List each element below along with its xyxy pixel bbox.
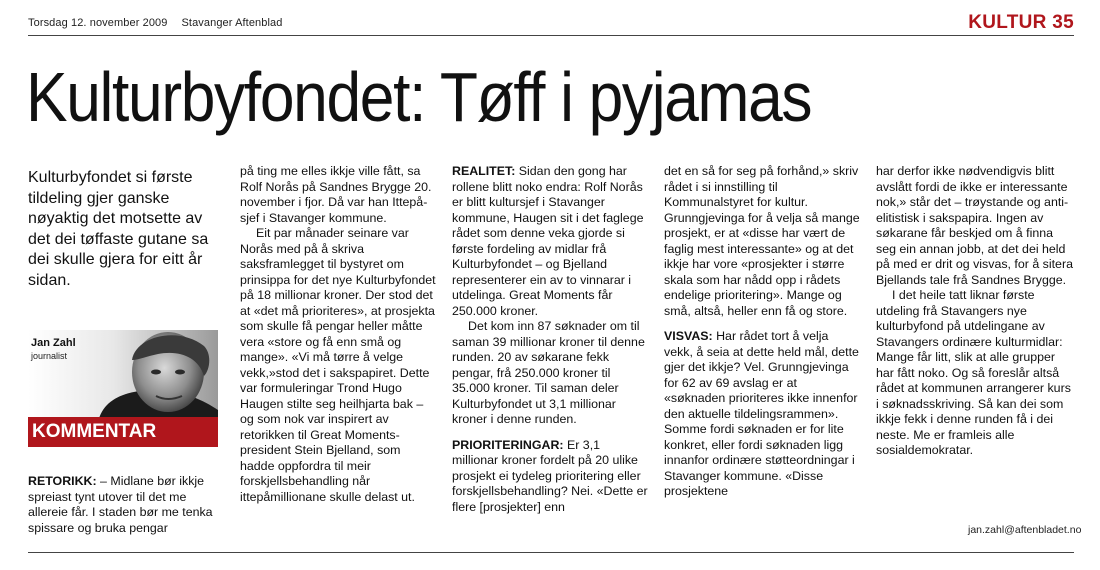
column-1-body <box>28 474 228 536</box>
section-page-label: KULTUR 35 <box>968 12 1074 33</box>
ingress: Kulturbyfondet si første tildeling gjer ganske nøyaktig det motsette av det dei tøffaste gutane sa dei skulle gjera for eitt år sidan. <box>28 169 209 289</box>
col2-paragraph: på ting me elles ikkje ville fått, sa Rolf Norås på Sandnes Brygge 20. november i fjor. Då var han Ittepå-sjef i Stavanger kommune. <box>240 164 432 225</box>
col4-paragraph <box>664 329 860 500</box>
col5-paragraph: I det heile tatt liknar første utdeling frå Stavangers nye kulturbyfond på utdelingane av Stavangers ordinære kulturmidlar: Mange får litt, slik at alle grupper har fått noko. Og så foreslår altså rådet at kommunen arrangerer kurs i søknadsskriving. Så kan dei som ikkje fekk i denne runden få i dei neste. Me er framleis alle sosialdemokratar. <box>876 288 1071 457</box>
newspaper-name: Stavanger Aftenblad <box>181 17 283 29</box>
visvas-text: Har rådet tort å velja vekk, å seia at dette held mål, dette gjer det ikkje? Vel. Grunngjevinga for 62 av 69 avslag er at «søknaden prioriteres ikke innenfor den aktuelle tildelingsrammen». Somme fordi søknaden er for lite konkret, eller fordi søknaden ligg innanfor ordinære støtteordningar i Stavanger kommune. «Disse prosjektene <box>664 329 859 498</box>
dateline <box>28 17 282 29</box>
realitet-lead: REALITET: <box>452 164 516 178</box>
author-name: Jan Zahl <box>31 337 76 349</box>
bottom-divider <box>28 552 1074 553</box>
kommentar-label: KOMMENTAR <box>28 417 218 447</box>
visvas-lead: VISVAS: <box>664 329 713 343</box>
col4-paragraph: det en så for seg på forhånd,» skriv rådet i si innstilling til Kommunalstyret for kultur. Grunngjevinga for å velja så mange prosjekt, er at «disse har vært de faglig mest interessante» og at det ikkje har vore «prosjekter i større skala som har nådd opp i rådets endelige prioritering». Mange og små, altså, heller enn få og store. <box>664 164 860 318</box>
realitet-text: Sidan den gong har rollene blitt noko endra: Rolf Norås er blitt kultursjef i Stavanger kommune, Haugen sit i det faglege rådet som denne veka gjorde si første fordeling av midlar frå Kulturbyfondet – og Bjelland representerer ein av to vinnarar i utdelinga. Great Moments får 250.000 kroner. <box>452 164 644 318</box>
retorikk-text: – Midlane bør ikkje spreiast tynt utover til det me allereie får. I staden bør me tenka spissare og bruka pengar <box>28 474 213 535</box>
issue-date: Torsdag 12. november 2009 <box>28 17 168 29</box>
headline: Kulturbyfondet: Tøff i pyjamas <box>26 58 812 136</box>
column-4 <box>664 164 860 500</box>
author-email: jan.zahl@aftenbladet.no <box>968 524 1082 536</box>
prioriteringar-text: Er 3,1 millionar kroner fordelt på 20 ulike prosjekt ei tydeleg prioritering eller forskjellsbehandling? Nei. «Dette er flere [prosjekter] enn <box>452 437 648 514</box>
col3-paragraph: Det kom inn 87 søknader om til saman 39 millionar kroner til denne runden. 20 av søkarane fekk pengar, frå 250.000 kroner til 35.000 kroner. Til saman deler Kulturbyfondet ut 3,1 millionar kroner i denne runden. <box>452 319 645 426</box>
page-header <box>28 14 1074 34</box>
col3-paragraph <box>452 164 648 319</box>
column-3 <box>452 164 648 515</box>
col2-paragraph: Eit par månader seinare var Norås med på å skriva saksframlegget til bystyret om prinsippa for det nye Kulturbyfondet på 18 millionar kroner. Der stod det at «det må prioriteres», at prosjekta som skulle få pengar heller måtte vera «store og få enn små og mange». «Vi må tørre å velge vekk,»stod det i sakspapiret. Dette var formuleringar Trond Hugo Haugen stilte seg heilhjarta bak – og som nok var inspirert av retorikken til Great Moments-president Stein Bjelland, som hadde oppfordra til meir forskjellsbehandling når ittepåmillionane skulle delast ut. <box>240 226 436 504</box>
author-role: journalist <box>31 351 68 361</box>
top-divider <box>28 35 1074 36</box>
col3-paragraph <box>452 438 648 516</box>
column-5 <box>876 164 1074 459</box>
column-2 <box>240 164 436 505</box>
prioriteringar-lead: PRIORITERINGAR: <box>452 437 564 452</box>
retorikk-lead: RETORIKK: <box>28 474 97 488</box>
col5-paragraph: har derfor ikke nødvendigvis blitt avslått fordi de ikke er interessante nok,» står det – trøystande og anti-elitistisk i sakspapira. Ingen av søkarane får beskjed om å finna seg ein annan jobb, at det dei held på med er drit og visvas, for å sitera Bjellands tale frå Sandnes Brygge. <box>876 164 1073 287</box>
